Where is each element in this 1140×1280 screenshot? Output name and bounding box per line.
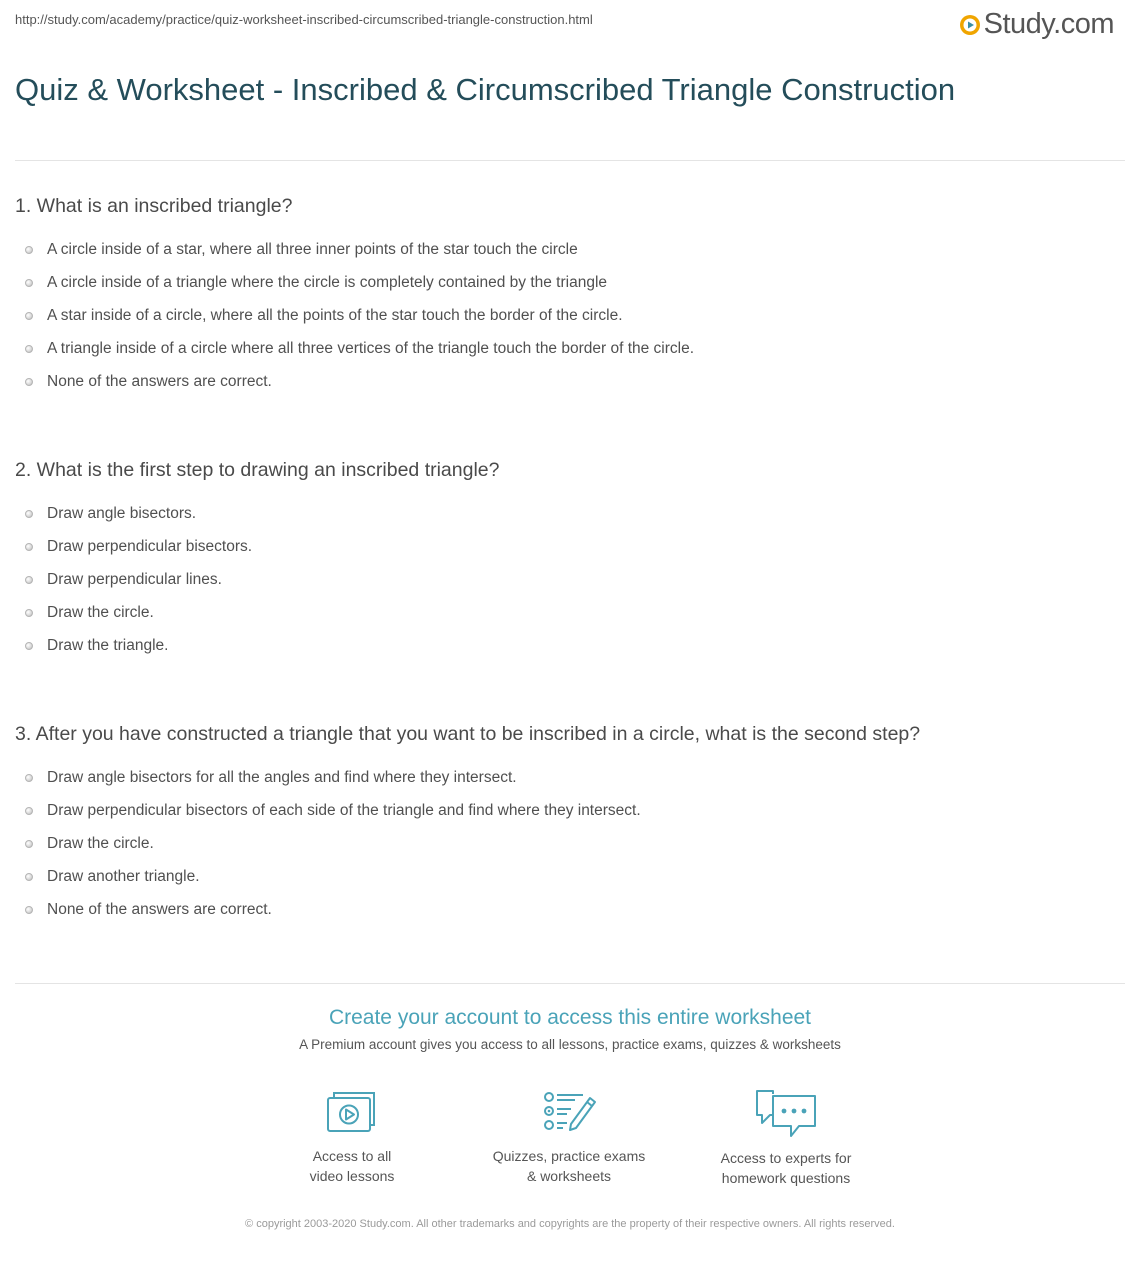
answer-list bbox=[15, 758, 1125, 930]
answer-list bbox=[15, 230, 1125, 402]
answer-text: A circle inside of a triangle where the circle is completely contained by the triangle bbox=[47, 274, 608, 291]
radio-button[interactable] bbox=[25, 840, 33, 848]
feature-label: Access to experts for homework questions bbox=[720, 1150, 852, 1186]
radio-button[interactable] bbox=[25, 345, 33, 353]
question-2 bbox=[15, 457, 1125, 666]
divider bbox=[15, 983, 1125, 984]
question-3 bbox=[15, 721, 1125, 930]
answer-text: None of the answers are correct. bbox=[47, 373, 272, 390]
logo-text: Study.com bbox=[983, 8, 1114, 40]
answer-text: Draw another triangle. bbox=[47, 868, 200, 885]
feature-label: Access to all video lessons bbox=[309, 1148, 395, 1184]
copyright-notice: © copyright 2003-2020 Study.com. All other trademarks and copyrights are the property of their respective owners. All rights reserved. bbox=[245, 1218, 895, 1230]
answer-option[interactable] bbox=[15, 890, 1125, 930]
page-url[interactable]: http://study.com/academy/practice/quiz-worksheet-inscribed-circumscribed-triangle-construction.html bbox=[15, 12, 593, 27]
feature-quizzes bbox=[469, 1088, 669, 1186]
radio-button[interactable] bbox=[25, 543, 33, 551]
answer-text: None of the answers are correct. bbox=[47, 901, 272, 918]
answer-text: Draw the circle. bbox=[47, 604, 154, 621]
answer-text: Draw angle bisectors for all the angles and find where they intersect. bbox=[47, 769, 517, 786]
question-text: 3. After you have constructed a triangle that you want to be inscribed in a circle, what is the second step? bbox=[15, 723, 921, 745]
radio-button[interactable] bbox=[25, 609, 33, 617]
study-logo[interactable] bbox=[959, 8, 1114, 41]
answer-text: Draw perpendicular bisectors. bbox=[47, 538, 253, 555]
radio-button[interactable] bbox=[25, 873, 33, 881]
answer-text: Draw angle bisectors. bbox=[47, 505, 197, 522]
answer-text: Draw perpendicular lines. bbox=[47, 571, 222, 588]
quiz-checklist-icon bbox=[541, 1088, 597, 1136]
answer-text: Draw the circle. bbox=[47, 835, 154, 852]
answer-list bbox=[15, 494, 1125, 666]
question-1 bbox=[15, 193, 1125, 402]
answer-text: A triangle inside of a circle where all three vertices of the triangle touch the border of the circle. bbox=[47, 340, 695, 357]
radio-button[interactable] bbox=[25, 279, 33, 287]
premium-description: A Premium account gives you access to all lessons, practice exams, quizzes & worksheets bbox=[299, 1037, 841, 1052]
create-account-link[interactable]: Create your account to access this entire worksheet bbox=[328, 1006, 812, 1029]
answer-text: A star inside of a circle, where all the points of the star touch the border of the circle. bbox=[47, 307, 623, 324]
radio-button[interactable] bbox=[25, 906, 33, 914]
radio-button[interactable] bbox=[25, 510, 33, 518]
feature-experts bbox=[686, 1088, 886, 1188]
radio-button[interactable] bbox=[25, 246, 33, 254]
page-title: Quiz & Worksheet - Inscribed & Circumscribed Triangle Construction bbox=[15, 72, 956, 107]
radio-button[interactable] bbox=[25, 312, 33, 320]
answer-option[interactable] bbox=[15, 362, 1125, 402]
answer-text: Draw perpendicular bisectors of each side of the triangle and find where they intersect. bbox=[47, 802, 641, 819]
feature-label: Quizzes, practice exams & worksheets bbox=[492, 1148, 646, 1184]
play-circle-icon bbox=[959, 14, 981, 36]
divider bbox=[15, 160, 1125, 161]
answer-option[interactable] bbox=[15, 626, 1125, 666]
question-text: 1. What is an inscribed triangle? bbox=[15, 195, 293, 217]
radio-button[interactable] bbox=[25, 576, 33, 584]
answer-text: Draw the triangle. bbox=[47, 637, 169, 654]
radio-button[interactable] bbox=[25, 807, 33, 815]
radio-button[interactable] bbox=[25, 378, 33, 386]
top-bar bbox=[0, 0, 1140, 52]
chat-bubbles-icon bbox=[753, 1088, 819, 1140]
question-text: 2. What is the first step to drawing an inscribed triangle? bbox=[15, 459, 500, 481]
video-lessons-icon bbox=[326, 1088, 378, 1136]
feature-video-lessons bbox=[252, 1088, 452, 1186]
radio-button[interactable] bbox=[25, 642, 33, 650]
answer-text: A circle inside of a star, where all three inner points of the star touch the circle bbox=[47, 241, 578, 258]
radio-button[interactable] bbox=[25, 774, 33, 782]
